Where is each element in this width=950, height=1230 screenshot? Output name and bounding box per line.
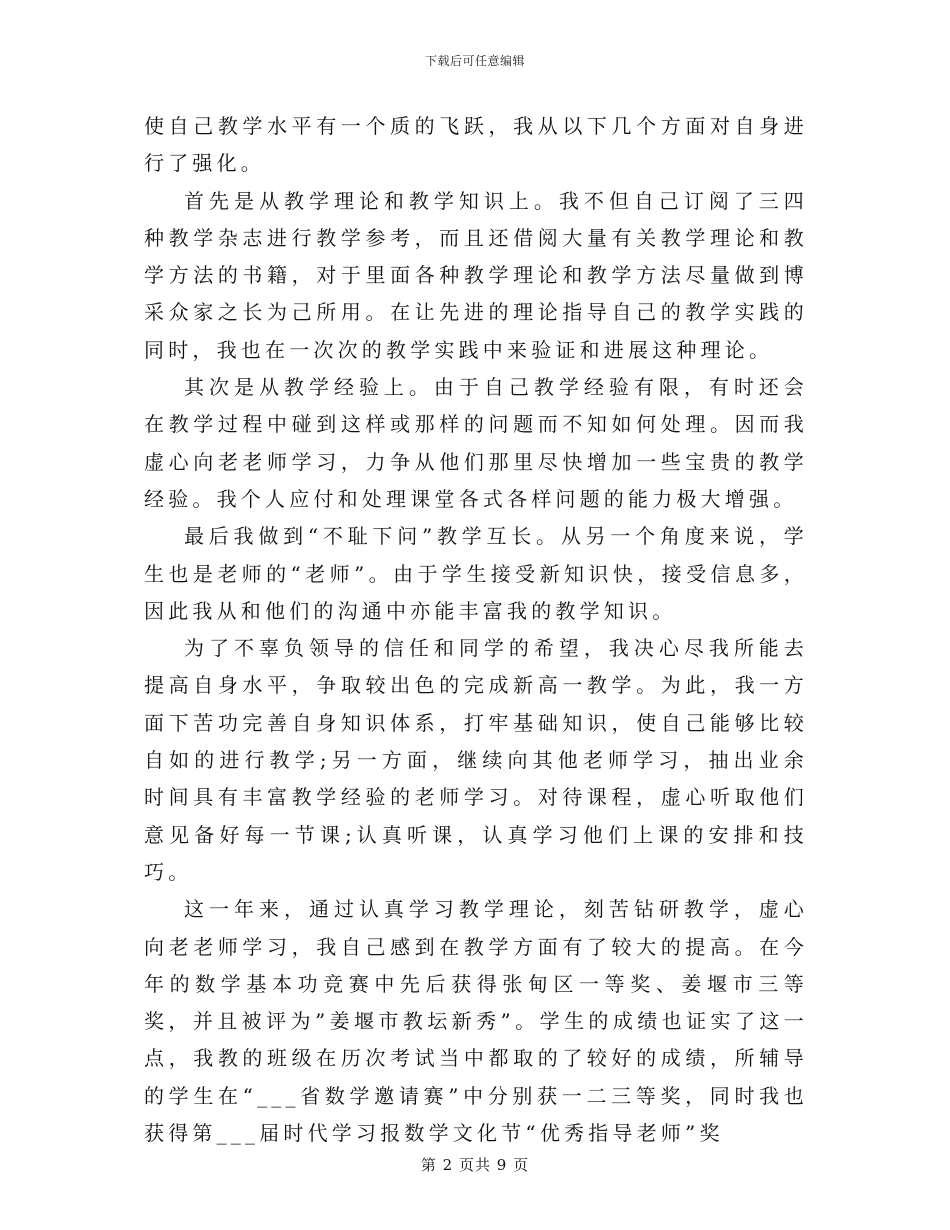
document-body bbox=[144, 108, 808, 1152]
page-header: 下载后可任意编辑 bbox=[424, 54, 525, 68]
paragraph: 使自己教学水平有一个质的飞跃，我从以下几个方面对自身进行了强化。 bbox=[144, 114, 808, 176]
page-footer: 第 2 页共 9 页 bbox=[420, 1156, 530, 1174]
paragraph: 其次是从教学经验上。由于自己教学经验有限，有时还会在教学过程中碰到这样或那样的问题而不知如何处理。因而我虚心向老老师学习，力争从他们那里尽快增加一些宝贵的教学经验。我个人应付和处理课堂各式各样问题的能力极大增强。 bbox=[144, 375, 808, 511]
paragraph: 首先是从教学理论和教学知识上。我不但自己订阅了三四种教学杂志进行教学参考，而且还借阅大量有关教学理论和教学方法的书籍，对于里面各种教学理论和教学方法尽量做到博采众家之长为己所用。在让先进的理论指导自己的教学实践的同时，我也在一次次的教学实践中来验证和进展这种理论。 bbox=[144, 188, 808, 362]
paragraph: 这一年来，通过认真学习教学理论，刻苦钻研教学，虚心向老老师学习，我自己感到在教学方面有了较大的提高。在今年的数学基本功竞赛中先后获得张甸区一等奖、姜堰市三等奖，并且被评为”姜堰市教坛新秀”。学生的成绩也证实了这一点，我教的班级在历次考试当中都取的了较好的成绩，所辅导的学生在“___省数学邀请赛”中分别获一二三等奖，同时我也获得第___届时代学习报数学文化节“优秀指导老师”奖 bbox=[144, 897, 808, 1146]
paragraph: 为了不辜负领导的信任和同学的希望，我决心尽我所能去提高自身水平，争取较出色的完成新高一教学。为此，我一方面下苦功完善自身知识体系，打牢基础知识，使自己能够比较自如的进行教学;另一方面，继续向其他老师学习，抽出业余时间具有丰富教学经验的老师学习。对待课程，虚心听取他们意见备好每一节课;认真听课，认真学习他们上课的安排和技巧。 bbox=[144, 636, 808, 884]
paragraph: 最后我做到“不耻下问”教学互长。从另一个角度来说，学生也是老师的“老师”。由于学生接受新知识快，接受信息多，因此我从和他们的沟通中亦能丰富我的教学知识。 bbox=[144, 524, 808, 623]
